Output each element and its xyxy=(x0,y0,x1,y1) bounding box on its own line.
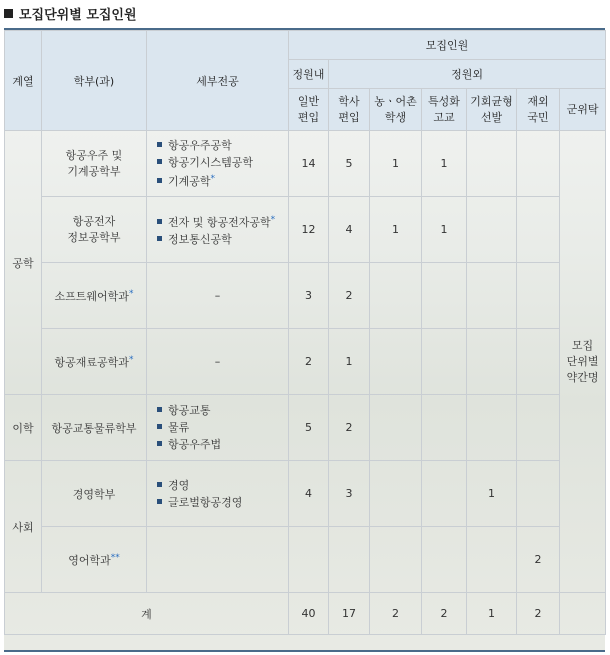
value-cell xyxy=(370,527,422,593)
bullet-icon xyxy=(157,424,162,429)
header-dept: 학부(과) xyxy=(42,31,147,131)
total-label: 계 xyxy=(5,593,289,635)
military-note: 모집 단위별 약간명 xyxy=(560,131,606,593)
header-col-rural: 농ㆍ어촌 학생 xyxy=(370,89,422,131)
table-row xyxy=(5,461,606,527)
value-cell xyxy=(370,263,422,329)
value-cell: 1 xyxy=(422,131,467,197)
bullet-icon xyxy=(157,407,162,412)
bullet-icon xyxy=(157,142,162,147)
total-value: 40 xyxy=(289,593,329,635)
major-empty xyxy=(147,527,289,593)
header-major: 세부전공 xyxy=(147,31,289,131)
value-cell xyxy=(517,461,560,527)
value-cell xyxy=(422,329,467,395)
value-cell xyxy=(517,131,560,197)
total-row xyxy=(5,593,606,635)
value-cell: 2 xyxy=(517,527,560,593)
value-cell xyxy=(370,461,422,527)
bullet-icon xyxy=(157,441,162,446)
major-dash: – xyxy=(147,263,289,329)
header-col-general-transfer: 일반 편입 xyxy=(289,89,329,131)
value-cell: 14 xyxy=(289,131,329,197)
quota-table xyxy=(4,30,606,635)
value-cell: 1 xyxy=(370,131,422,197)
total-value: 17 xyxy=(329,593,370,635)
total-value: 2 xyxy=(422,593,467,635)
value-cell xyxy=(422,527,467,593)
group-social: 사회 xyxy=(5,461,42,593)
dept-cell: 영어학과** xyxy=(42,527,147,593)
dept-cell: 항공우주 및 기계공학부 xyxy=(42,131,147,197)
value-cell xyxy=(370,395,422,461)
header-col-military: 군위탁 xyxy=(560,89,606,131)
value-cell: 1 xyxy=(422,197,467,263)
major-list: 전자 및 항공전자공학* 정보통신공학 xyxy=(147,197,289,263)
asterisk-mark: * xyxy=(128,288,134,299)
table-row xyxy=(5,395,606,461)
value-cell: 5 xyxy=(329,131,370,197)
bullet-icon xyxy=(157,178,162,183)
asterisk-mark: * xyxy=(210,174,216,184)
value-cell: 4 xyxy=(289,461,329,527)
value-cell xyxy=(370,329,422,395)
header-inside: 정원내 xyxy=(289,60,329,89)
dept-cell: 항공교통물류학부 xyxy=(42,395,147,461)
header-quota-total: 모집인원 xyxy=(289,31,606,60)
total-value: 1 xyxy=(467,593,517,635)
value-cell xyxy=(467,197,517,263)
table-row xyxy=(5,131,606,197)
value-cell: 1 xyxy=(467,461,517,527)
table-row xyxy=(5,329,606,395)
value-cell: 4 xyxy=(329,197,370,263)
value-cell xyxy=(422,461,467,527)
bullet-icon xyxy=(157,236,162,241)
value-cell xyxy=(467,329,517,395)
value-cell xyxy=(422,263,467,329)
value-cell xyxy=(467,395,517,461)
total-value: 2 xyxy=(517,593,560,635)
total-empty xyxy=(560,593,606,635)
major-list: 경영 글로벌항공경영 xyxy=(147,461,289,527)
double-asterisk-mark: ** xyxy=(110,552,120,563)
value-cell: 2 xyxy=(289,329,329,395)
value-cell xyxy=(467,131,517,197)
header-group: 계열 xyxy=(5,31,42,131)
major-dash: – xyxy=(147,329,289,395)
header-outside: 정원외 xyxy=(329,60,606,89)
value-cell xyxy=(329,527,370,593)
group-engineering: 공학 xyxy=(5,131,42,395)
dept-cell: 소프트웨어학과* xyxy=(42,263,147,329)
asterisk-mark: * xyxy=(128,354,134,365)
table-row xyxy=(5,527,606,593)
value-cell xyxy=(467,263,517,329)
total-value: 2 xyxy=(370,593,422,635)
value-cell: 1 xyxy=(329,329,370,395)
header-col-bachelor-transfer: 학사 편입 xyxy=(329,89,370,131)
header-col-overseas: 재외 국민 xyxy=(517,89,560,131)
dept-cell: 항공재료공학과* xyxy=(42,329,147,395)
header-col-vocational: 특성화 고교 xyxy=(422,89,467,131)
value-cell xyxy=(517,329,560,395)
value-cell: 2 xyxy=(329,263,370,329)
dept-cell: 항공전자 정보공학부 xyxy=(42,197,147,263)
value-cell xyxy=(289,527,329,593)
bullet-icon xyxy=(157,499,162,504)
value-cell: 3 xyxy=(289,263,329,329)
asterisk-mark: * xyxy=(270,214,276,225)
value-cell: 2 xyxy=(329,395,370,461)
header-col-equal-opportunity: 기회균형 선발 xyxy=(467,89,517,131)
value-cell: 1 xyxy=(370,197,422,263)
table-row xyxy=(5,263,606,329)
value-cell xyxy=(467,527,517,593)
page-title-text: 모집단위별 모집인원 xyxy=(19,7,137,23)
dept-cell: 경영학부 xyxy=(42,461,147,527)
bullet-icon xyxy=(157,159,162,164)
value-cell: 3 xyxy=(329,461,370,527)
value-cell xyxy=(517,197,560,263)
table-row xyxy=(5,197,606,263)
bullet-icon xyxy=(157,482,162,487)
value-cell xyxy=(422,395,467,461)
major-list: 항공우주공학 항공기시스템공학 기계공학* xyxy=(147,131,289,197)
bullet-icon xyxy=(157,219,162,224)
quota-table-container xyxy=(4,28,605,652)
value-cell: 12 xyxy=(289,197,329,263)
square-bullet-icon xyxy=(4,9,13,18)
group-science: 이학 xyxy=(5,395,42,461)
page-title xyxy=(4,2,137,24)
value-cell xyxy=(517,395,560,461)
major-list: 항공교통 물류 항공우주법 xyxy=(147,395,289,461)
value-cell xyxy=(517,263,560,329)
value-cell: 5 xyxy=(289,395,329,461)
